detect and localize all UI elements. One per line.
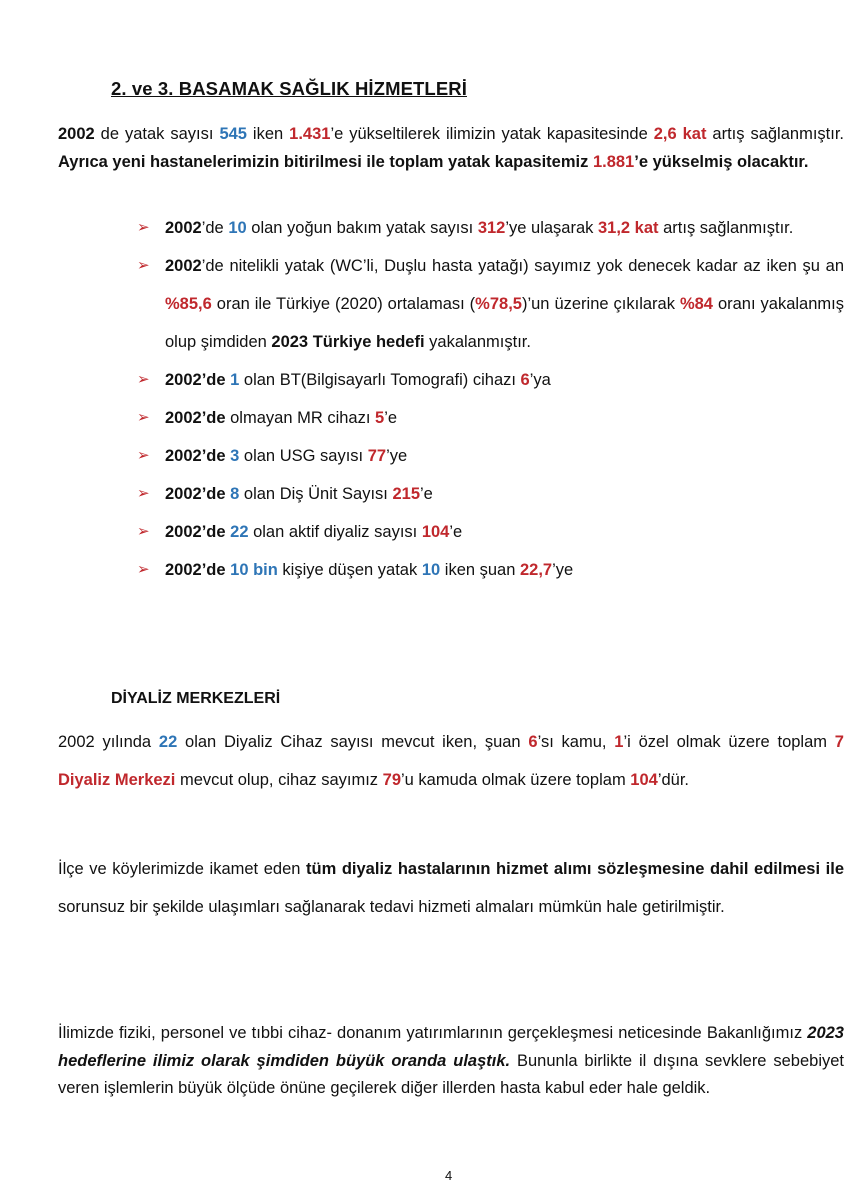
bullet-text: ’ye xyxy=(386,447,408,465)
list-item xyxy=(137,247,844,361)
intro-ratio-value: 2,6 kat xyxy=(653,125,707,143)
arrow-bullet-icon: ➢ xyxy=(137,257,150,274)
bullet-year: 2002’de xyxy=(165,371,226,389)
bullet-year: 2002 xyxy=(165,257,202,275)
bullet-year: 2002’de xyxy=(165,561,226,579)
bullet-new-value: 77 xyxy=(367,447,387,465)
arrow-bullet-icon: ➢ xyxy=(137,485,150,502)
bullet-text: yakalanmıştır. xyxy=(424,333,531,351)
bullet-new-value: 215 xyxy=(392,485,420,503)
care-text: İlçe ve köylerimizde ikamet eden xyxy=(58,860,307,878)
dialysis-private-count: 1 xyxy=(614,733,624,751)
bullet-text: ’de nitelikli yatak (WC’li, Duşlu hasta yatağı) sayımız yok denecek kadar az iken şu an xyxy=(201,257,844,275)
bullet-old-value: 8 xyxy=(230,485,240,503)
bullet-text: ’de xyxy=(201,219,229,237)
bullet-old-value: 10 xyxy=(421,561,441,579)
bullet-old-value: 1 xyxy=(230,371,240,389)
dialysis-text: mevcut olup, cihaz sayımız xyxy=(175,771,383,789)
bullet-old-value: 10 bin xyxy=(230,561,278,579)
bullet-new-value: 5 xyxy=(375,409,385,427)
dialysis-center-count: 7 Diyaliz Merkezi xyxy=(58,733,844,789)
bullet-text: olmayan MR cihazı xyxy=(225,409,376,427)
intro-text-3: ’e yükseltilerek ilimizin yatak kapasitesinde xyxy=(330,125,654,143)
dialysis-paragraph xyxy=(58,723,844,799)
arrow-bullet-icon: ➢ xyxy=(137,561,150,578)
bullet-new-value: 22,7 xyxy=(520,561,553,579)
intro-from-value: 545 xyxy=(219,125,247,143)
page-number: 4 xyxy=(445,1168,453,1183)
arrow-bullet-icon: ➢ xyxy=(137,447,150,464)
dialysis-total-devices: 104 xyxy=(630,771,658,789)
list-item xyxy=(137,513,844,551)
closing-emphasis: 2023 hedeflerine ilimiz olarak şimdiden büyük oranda ulaştık. xyxy=(58,1024,844,1070)
intro-to-value: 1.431 xyxy=(289,125,331,143)
dialysis-public-count: 6 xyxy=(528,733,538,751)
bullet-text: iken şuan xyxy=(440,561,520,579)
bullet-ratio-value: 31,2 kat xyxy=(597,219,659,237)
bullet-text: ’ye ulaşarak xyxy=(505,219,598,237)
intro-total-value: 1.881 xyxy=(592,152,635,171)
closing-text: Bununla birlikte il dışına sevklere sebebiyet veren işlemlerin büyük ölçüde önüne geçilerek diğer illerden hasta kabul eder hale geldik. xyxy=(58,1051,845,1097)
bullet-text: olan aktif diyaliz sayısı xyxy=(248,523,422,541)
intro-bold-2: ’e yükselmiş olacaktır. xyxy=(634,152,809,171)
bullet-year: 2002’de xyxy=(165,447,226,465)
bullet-value: %85,6 xyxy=(165,295,212,313)
bullet-year: 2002’de xyxy=(165,523,226,541)
care-bold-text: tüm diyaliz hastalarının hizmet alımı sözleşmesine dahil edilmesi ile xyxy=(306,860,844,878)
dialysis-text: ’i özel olmak üzere toplam xyxy=(623,733,835,751)
bullet-text: olan BT(Bilgisayarlı Tomografi) cihazı xyxy=(239,371,521,389)
bullet-text: ’e xyxy=(420,485,433,503)
bullet-value: %78,5 xyxy=(475,295,522,313)
bullet-text: )’un üzerine çıkılarak xyxy=(521,295,680,313)
bullet-target: 2023 Türkiye hedefi xyxy=(271,333,425,351)
closing-text: İlimizde fiziki, personel ve tıbbi cihaz- donanım yatırımlarının gerçekleşmesi neticesinde Bakanlığımız xyxy=(58,1024,808,1042)
bullet-old-value: 22 xyxy=(230,523,249,541)
list-item xyxy=(137,361,844,399)
arrow-bullet-icon: ➢ xyxy=(137,371,150,388)
bullet-new-value: 6 xyxy=(520,371,530,389)
list-item xyxy=(137,399,844,437)
bullet-year: 2002 xyxy=(165,219,202,237)
arrow-bullet-icon: ➢ xyxy=(137,409,150,426)
dialysis-text: ’u kamuda olmak üzere toplam xyxy=(401,771,631,789)
intro-text-2: iken xyxy=(246,125,290,143)
list-item xyxy=(137,475,844,513)
care-text: sorunsuz bir şekilde ulaşımları sağlanarak tedavi hizmeti almaları mümkün hale getirilmiştir. xyxy=(58,898,725,916)
dialysis-public-devices: 79 xyxy=(382,771,401,789)
arrow-bullet-icon: ➢ xyxy=(137,219,150,236)
care-paragraph xyxy=(58,850,844,926)
dialysis-text: olan Diyaliz Cihaz sayısı mevcut iken, şuan xyxy=(177,733,529,751)
dialysis-text: ’dür. xyxy=(657,771,689,789)
dialysis-old-count: 22 xyxy=(158,733,178,751)
list-item xyxy=(137,551,844,589)
intro-paragraph xyxy=(58,121,844,176)
bullet-text: olan Diş Ünit Sayısı xyxy=(239,485,393,503)
bullet-text: ’ya xyxy=(529,371,551,389)
bullet-year: 2002’de xyxy=(165,485,226,503)
section-title: 2. ve 3. BASAMAK SAĞLIK HİZMETLERİ xyxy=(111,78,467,99)
bullet-new-value: 312 xyxy=(477,219,506,237)
list-item xyxy=(137,209,844,247)
bullet-text: artış sağlanmıştır. xyxy=(658,219,794,237)
bullet-text: ’e xyxy=(384,409,398,427)
statistics-list xyxy=(137,209,844,589)
intro-text-1: de yatak sayısı xyxy=(94,125,220,143)
bullet-new-value: 104 xyxy=(421,523,450,541)
dialysis-heading: DİYALİZ MERKEZLERİ xyxy=(111,690,281,707)
dialysis-text: ’sı kamu, xyxy=(537,733,615,751)
bullet-value: %84 xyxy=(679,295,713,313)
closing-paragraph xyxy=(58,1020,844,1103)
bullet-text: olan USG sayısı xyxy=(239,447,368,465)
bullet-old-value: 10 xyxy=(228,219,247,237)
bullet-text: oranı yakalanmış olup şimdiden xyxy=(165,295,844,351)
dialysis-text: 2002 yılında xyxy=(58,733,159,751)
bullet-old-value: 3 xyxy=(230,447,240,465)
bullet-text: ’e xyxy=(449,523,463,541)
arrow-bullet-icon: ➢ xyxy=(137,523,150,540)
bullet-year: 2002’de xyxy=(165,409,226,427)
bullet-text: oran ile Türkiye (2020) ortalaması ( xyxy=(211,295,476,313)
bullet-text: kişiye düşen yatak xyxy=(277,561,422,579)
intro-text-4: artış sağlanmıştır. xyxy=(706,125,844,143)
list-item xyxy=(137,437,844,475)
intro-year: 2002 xyxy=(58,125,95,143)
intro-bold-1: Ayrıca yeni hastanelerimizin bitirilmesi ile toplam yatak kapasitemiz xyxy=(58,152,593,171)
bullet-text: ’ye xyxy=(552,561,574,579)
bullet-text: olan yoğun bakım yatak sayısı xyxy=(246,219,478,237)
